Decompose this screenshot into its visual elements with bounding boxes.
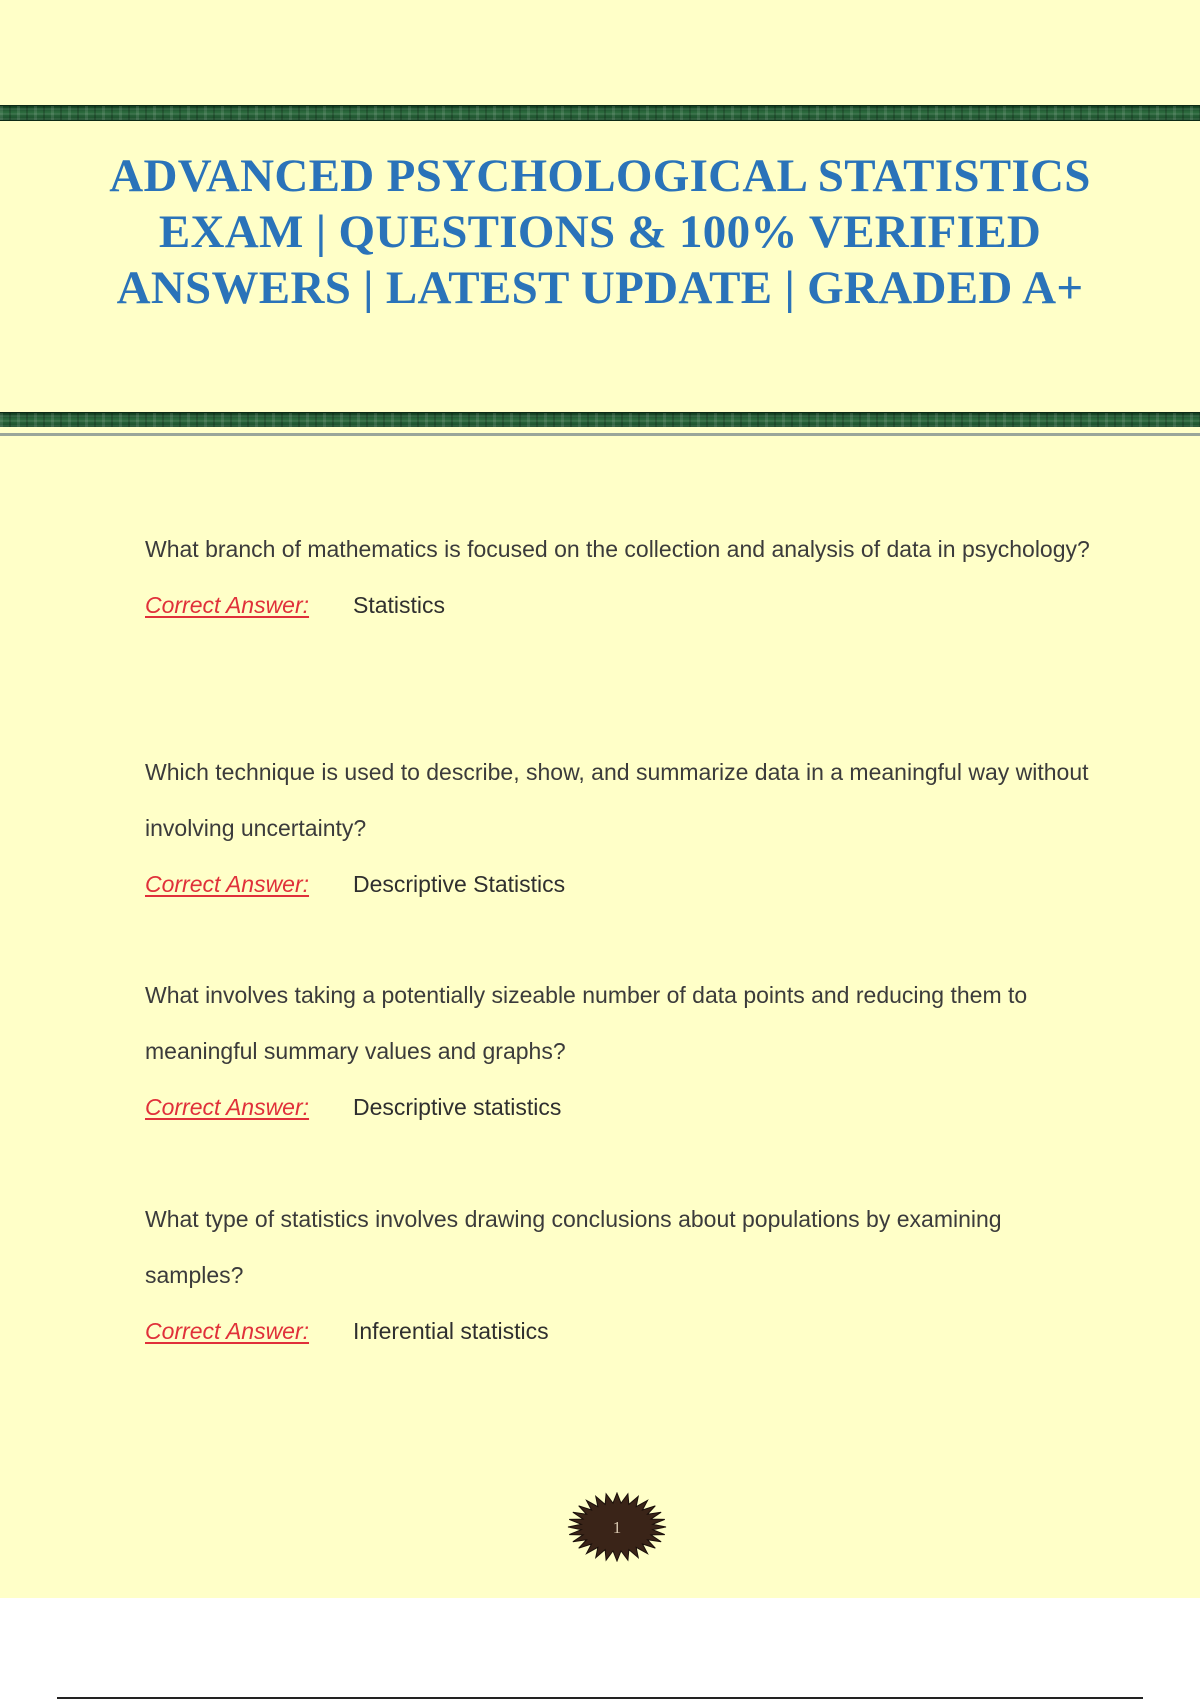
decorative-header-band-bottom xyxy=(0,412,1200,427)
qa-item xyxy=(145,521,1105,633)
answer-line xyxy=(145,856,1105,912)
answer-text: Descriptive Statistics xyxy=(353,871,566,897)
question-text: Which technique is used to describe, show, and summarize data in a meaningful way without involving uncertainty? xyxy=(145,759,1089,841)
answer-line xyxy=(145,1079,1105,1135)
qa-item xyxy=(145,1191,1105,1359)
page-number-text: 1 xyxy=(612,1518,622,1537)
qa-item xyxy=(145,744,1105,912)
document-title: ADVANCED PSYCHOLOGICAL STATISTICS EXAM | QUESTIONS & 100% VERIFIED ANSWERS | LATEST UPDATE | GRADED A+ xyxy=(109,150,1091,314)
correct-answer-label: Correct Answer: xyxy=(145,592,310,618)
correct-answer-label: Correct Answer: xyxy=(145,1094,310,1120)
question-text: What type of statistics involves drawing conclusions about populations by examining samples? xyxy=(145,1206,1002,1288)
correct-answer-label: Correct Answer: xyxy=(145,871,310,897)
answer-line xyxy=(145,1303,1105,1359)
answer-text: Descriptive statistics xyxy=(353,1094,562,1120)
correct-answer-label: Correct Answer: xyxy=(145,1318,310,1344)
footer-divider-rule xyxy=(57,1697,1143,1699)
page-number-badge xyxy=(567,1492,667,1562)
starburst-page-number-icon xyxy=(567,1492,667,1562)
answer-text: Statistics xyxy=(353,592,446,618)
answer-line xyxy=(145,577,1105,633)
answer-text: Inferential statistics xyxy=(353,1318,549,1344)
question-text: What involves taking a potentially sizeable number of data points and reducing them to meaningful summary values and graphs? xyxy=(145,982,1028,1064)
header-divider-rule xyxy=(0,433,1200,436)
qa-item xyxy=(145,967,1105,1135)
question-text: What branch of mathematics is focused on the collection and analysis of data in psychology? xyxy=(145,536,1090,562)
decorative-header-band-top xyxy=(0,105,1200,121)
